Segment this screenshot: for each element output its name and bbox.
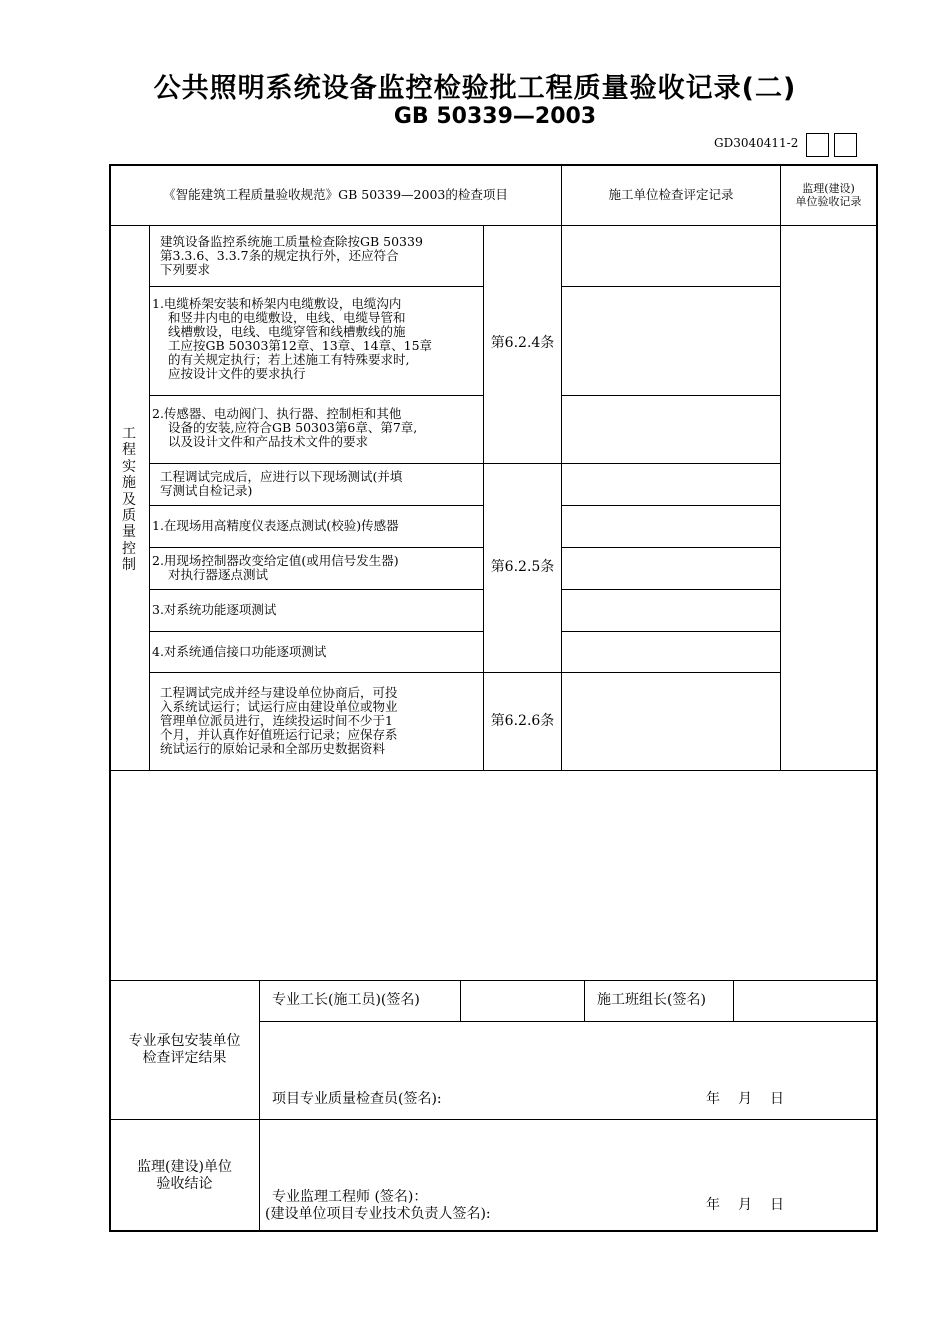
inspector-signature-label: 项目专业质量检查员(签名): [272,1091,442,1107]
supervision-month: 月 [738,1197,752,1213]
g2-clause: 第6.2.5条 [490,559,555,575]
g2-item2-line1: 2.用现场控制器改变给定值(或用信号发生器) [152,553,399,568]
g3-line3: 管理单位派员进行，连续投运时间不少于1 [160,713,393,728]
g1-item2-line2: 设备的安装,应符合GB 50303第6章、第7章, [168,420,418,435]
supervision-year: 年 [706,1197,720,1213]
supervision-label-line1: 监理(建设)单位 [137,1159,232,1175]
g1-intro-line3: 下列要求 [160,262,211,277]
contractor-month: 月 [738,1091,752,1107]
g1-item1-line2: 和竖井内电的电缆敷设，电线、电缆导管和 [168,310,406,325]
code-box-1[interactable] [806,133,829,157]
g3-line4: 个月，并认真作好值班运行记录；应保存系 [160,727,398,742]
g2-intro-line1: 工程调试完成后，应进行以下现场测试(并填 [160,469,403,484]
header-supervision-line2: 单位验收记录 [795,195,862,208]
supervision-label-line2: 验收结论 [156,1176,213,1192]
contractor-day: 日 [770,1091,784,1107]
g2-item2-line2: 对执行器逐点测试 [168,567,269,582]
standard-number: GB 50339—2003 [393,104,597,129]
side-label-quality-control: 工程实施及质量控制 [122,426,136,574]
g2-item1: 1.在现场用高精度仪表逐点测试(校验)传感器 [152,518,399,533]
g1-item1-line4: 工应按GB 50303第12章、13章、14章、15章 [168,338,433,353]
g1-intro-line1: 建筑设备监控系统施工质量检查除按GB 50339 [160,234,423,249]
team-leader-signature-field[interactable] [734,981,875,1020]
g2-item3: 3.对系统功能逐项测试 [152,602,277,617]
form-title: 公共照明系统设备监控检验批工程质量验收记录(二) [153,73,797,104]
supervision-day: 日 [770,1197,784,1213]
g3-clause: 第6.2.6条 [490,713,555,729]
contractor-year: 年 [706,1091,720,1107]
g3-line2: 入系统试运行；试运行应由建设单位或物业 [160,699,398,714]
g1-item1-line6: 应按设计文件的要求执行 [168,366,306,381]
header-construction-record: 施工单位检查评定记录 [608,187,734,202]
owner-representative-label: (建设单位项目专业技术负责人签名): [265,1206,491,1222]
contractor-label-line2: 检查评定结果 [142,1050,227,1066]
contractor-label-line1: 专业承包安装单位 [128,1033,241,1049]
g2-item4: 4.对系统通信接口功能逐项测试 [152,644,327,659]
g1-intro-line2: 第3.3.6、3.3.7条的规定执行外，还应符合 [160,248,399,263]
foreman-signature-field[interactable] [461,981,583,1020]
g1-item2-line3: 以及设计文件和产品技术文件的要求 [168,434,369,449]
g2-intro-line2: 写测试自检记录) [160,483,253,498]
g1-clause: 第6.2.4条 [490,335,555,351]
g1-item1-line5: 的有关规定执行；若上述施工有特殊要求时, [168,352,410,367]
supervising-engineer-label: 专业监理工程师 (签名)： [272,1189,428,1205]
g3-line5: 统试运行的原始记录和全部历史数据资料 [160,741,386,756]
foreman-signature-label: 专业工长(施工员)(签名) [272,992,420,1008]
g1-item2-line1: 2.传感器、电动阀门、执行器、控制柜和其他 [152,406,402,421]
code-box-2[interactable] [834,133,857,157]
g1-item1-line1: 1.电缆桥架安装和桥架内电缆敷设，电缆沟内 [152,296,402,311]
team-leader-signature-label: 施工班组长(签名) [597,992,706,1008]
header-check-items: 《智能建筑工程质量验收规范》GB 50339—2003的检查项目 [163,187,508,202]
header-supervision-line1: 监理(建设) [802,182,855,195]
form-code: GD3040411-2 [714,136,799,150]
g1-item1-line3: 线槽敷设，电线、电缆穿管和线槽敷线的施 [168,324,406,339]
g3-line1: 工程调试完成并经与建设单位协商后，可投 [160,685,398,700]
